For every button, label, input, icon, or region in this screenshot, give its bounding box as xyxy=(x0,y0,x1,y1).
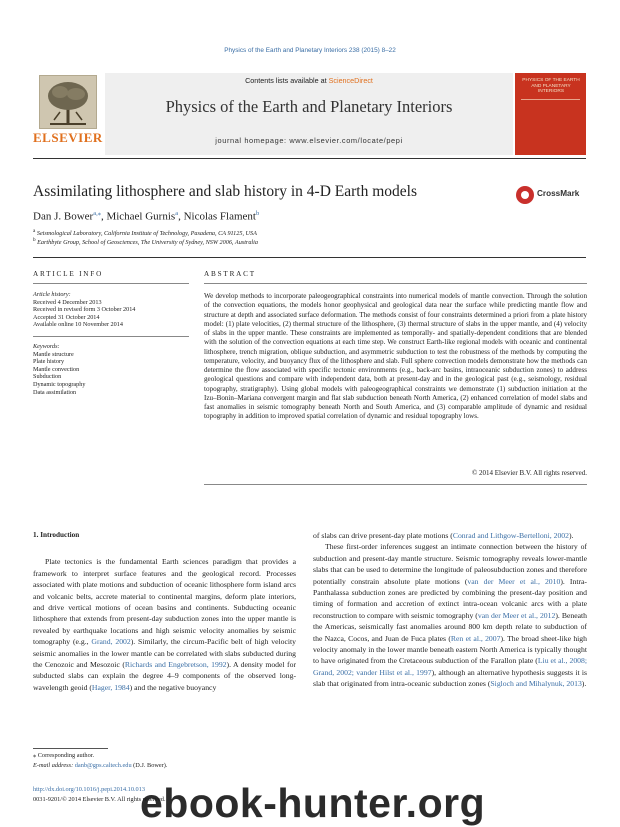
keyword: Mantle structure xyxy=(33,350,74,358)
info-divider xyxy=(33,336,189,337)
affiliation-text: Seismological Laboratory, California Institute of Technology, Pasadena, CA 91125, USA xyxy=(36,230,257,238)
journal-title: Physics of the Earth and Planetary Interiors xyxy=(165,97,453,116)
doi-link[interactable]: http://dx.doi.org/10.1016/j.pepi.2014.10.013 xyxy=(33,786,146,793)
citation-link[interactable]: Grand, 2002 xyxy=(91,637,131,647)
footnote-rule xyxy=(33,748,108,749)
history-label: Article history: xyxy=(33,291,71,298)
author-list xyxy=(33,209,259,223)
crossmark-icon xyxy=(516,186,534,204)
author-name: , Michael Gurnis xyxy=(100,210,176,223)
affiliation xyxy=(33,228,257,237)
keyword: Dynamic topography xyxy=(33,380,86,388)
keywords-label: Keywords: xyxy=(33,342,60,350)
elsevier-tree-icon xyxy=(39,75,97,129)
article-info-panel xyxy=(33,291,189,396)
crossmark-label: CrossMark xyxy=(537,189,580,198)
article-title: Assimilating lithosphere and slab history in 4-D Earth models xyxy=(33,183,418,200)
author-name: , Nicolas Flament xyxy=(178,210,256,223)
affiliation-mark: b xyxy=(33,237,36,243)
email-link[interactable]: danb@gps.caltech.edu xyxy=(74,762,132,769)
author-affiliation-mark[interactable]: a,⁎ xyxy=(93,210,101,217)
email-suffix: (D.J. Bower). xyxy=(131,762,168,769)
journal-citation-link[interactable]: Physics of the Earth and Planetary Interiors 238 (2015) 8–22 xyxy=(224,47,396,54)
article-info-heading: ARTICLE INFO xyxy=(33,270,104,278)
keyword: Subduction xyxy=(33,373,62,381)
citation-link[interactable]: Conrad and Lithgow-Bertelloni, 2002 xyxy=(452,531,569,540)
journal-homepage[interactable]: journal homepage: www.elsevier.com/locate/pepi xyxy=(215,136,403,145)
citation-link[interactable]: Hager, 1984 xyxy=(91,682,130,692)
journal-banner xyxy=(105,73,513,155)
paragraph: These first-order inferences suggest an intimate connection between the history of subduction and present-day mantle structure. Seismic tomography reveals lower-mantle slabs that can be used to determine the longitude of paleosubduction zones and therefore potentially constrain absolute plate motions (van der Meer et al., 2010). Intra-Panthalassa subduction zones are predicted by combining the present-day position and timing of formation and accretion of extinct intra-ocean volcanic arcs with a plate reconstruction to compare with seismic tomography (van der Meer et al., 2012). Beneath the Americas, seismically fast anomalies around 800 km depth relate to subduction of the Nazca, Cocos, and Juan de Fuca plates (Ren et al., 2007). The broad sheet-like high velocity anomaly in the lower mantle beneath eastern North America is typically thought to have originated from the Cretaceous subduction of the Farallon plate (Liu et al., 2008; Grand, 2002; vander Hilst et al., 1997), although an alternative hypothesis suggests it is slab that originated from intra-oceanic subduction zones (Sigloch and Mihalynuk, 2013). xyxy=(313,542,588,689)
author-affiliation-mark[interactable]: a xyxy=(175,210,179,217)
affiliation-mark: a xyxy=(33,228,36,234)
body-column-left xyxy=(33,530,296,693)
sciencedirect-link[interactable]: ScienceDirect xyxy=(328,76,373,85)
contents-line xyxy=(105,76,513,85)
history-item: Accepted 31 October 2014 xyxy=(33,313,100,321)
paragraph: Plate tectonics is the fundamental Earth sciences paradigm that provides a framework to interpret surface features and the geological record. Processes associated with plate motions and subduction of oceanic lithosphere form island arcs and volcanic belts, accrete material to continental margins, deform plate interiors, and drive vertical motions of ocean basins and continents. Subducting oceanic lithosphere that extends from present-day subduction zones into the upper mantle is revealed by earthquake locations and high seismic velocity anomalies by seismic tomography (e.g., Grand, 2002). Similarly, the circum-Pacific belt of high velocity seismic anomalies in the lower mantle can be correlated with slabs subducted during the Cenozoic and Mesozoic (Richards and Engebretson, 1992). A density model for subducted slabs can explain the degree 4–9 components of the observed long-wavelength geoid (Hager, 1984) and the negative buoyancy xyxy=(33,557,297,692)
keyword: Plate history xyxy=(33,358,65,366)
masthead-rule xyxy=(33,158,586,159)
abstract-rule xyxy=(204,283,587,284)
author-name: Dan J. Bower xyxy=(33,210,94,223)
watermark: ebook-hunter.org xyxy=(140,780,486,826)
affiliation xyxy=(33,237,258,246)
corresponding-author-note: ⁎ Corresponding author. xyxy=(33,752,95,759)
history-item: Received in revised form 3 October 2014 xyxy=(33,306,136,314)
email-label: E-mail address: xyxy=(33,762,75,769)
history-item: Available online 10 November 2014 xyxy=(33,321,123,329)
email-note xyxy=(33,762,167,769)
abstract-end-rule xyxy=(204,484,587,485)
article-info-rule xyxy=(33,283,189,284)
journal-masthead xyxy=(33,73,586,155)
citation-link[interactable]: van der Meer et al., 2010 xyxy=(467,576,561,586)
citation-link[interactable]: van der Meer et al., 2012 xyxy=(477,610,556,620)
abstract-copyright: © 2014 Elsevier B.V. All rights reserved. xyxy=(471,469,587,477)
citation-link[interactable]: Sigloch and Mihalynuk, 2013 xyxy=(490,679,582,689)
elsevier-wordmark: ELSEVIER xyxy=(33,130,103,145)
issn-line: 0031-9201/© 2014 Elsevier B.V. All rights reserved. xyxy=(33,796,166,803)
keyword: Data assimilation xyxy=(33,388,77,396)
keyword: Mantle convection xyxy=(33,365,80,373)
affiliation-text: Earthbyte Group, School of Geosciences, The University of Sydney, NSW 2006, Australia xyxy=(37,239,258,247)
paragraph: of slabs can drive present-day plate motions (Conrad and Lithgow-Bertelloni, 2002). xyxy=(313,531,574,540)
author-affiliation-mark[interactable]: b xyxy=(255,210,260,217)
cover-rule xyxy=(521,99,580,100)
history-item: Received 4 December 2013 xyxy=(33,298,102,306)
section-heading: 1. Introduction xyxy=(33,531,80,539)
elsevier-logo xyxy=(33,73,101,155)
abstract-text: We develop methods to incorporate paleogeographical constraints into numerical models of mantle convection. Through the solution of the convection equations, the models honor geophysical and geological data near the surface while predicting mantle flow and structure at depth and associated surface deformation. The methods consist of four constraints determined a priori from a plate history model: (1) plate velocities, (2) thermal structure of the lithosphere, (3) thermal structure of slabs in the upper mantle, and (4) velocity of slabs in the upper mantle. These constraints are implemented as temporally- and spatially-dependent conditions that are blended with the solution of the convection equations at each time step. We construct Earth-like regional models with oceanic and continental lithosphere, trench migration, oblique subduction, and asymmetric subduction to test the robustness of the methods by computing the temperature, velocity, and buoyancy flux of the lithosphere and slab. Full sphere convection models demonstrate how the methods can determine the flow associated with specific tectonic environments (e.g., back-arc basins, intraoceanic subduction zones) to address geological questions and compare with independent data, both at present-day and in the geological past (e.g., seismology, residual topography, stratigraphy). Using global models with paleogeographical constraints we demonstrate (1) subduction initiation at the Izu–Bonin–Mariana convergent margin and flat slab subduction beneath North America, (2) enhanced correlation of model slabs and fast anomalies in seismic tomography beneath North and South America, and (3) comparable amplitude of dynamic and residual topography in addition to improved spatial correlation of dynamic and residual topography lows. xyxy=(204,292,587,421)
contents-prefix: Contents lists available at xyxy=(245,76,329,85)
body-column-right xyxy=(313,530,587,690)
crossmark-badge[interactable] xyxy=(516,186,586,206)
journal-cover xyxy=(515,73,586,155)
citation-link[interactable]: Liu et al., 2008; Grand, 2002; vander Hilst et al., 1997 xyxy=(313,656,587,677)
cover-title: PHYSICS OF THE EARTH AND PLANETARY INTERIORS xyxy=(522,78,580,95)
header-rule xyxy=(33,257,586,258)
citation-link[interactable]: Richards and Engebretson, 1992 xyxy=(124,660,227,670)
citation-link[interactable]: Ren et al., 2007 xyxy=(450,633,501,643)
abstract-heading: ABSTRACT xyxy=(204,270,256,278)
